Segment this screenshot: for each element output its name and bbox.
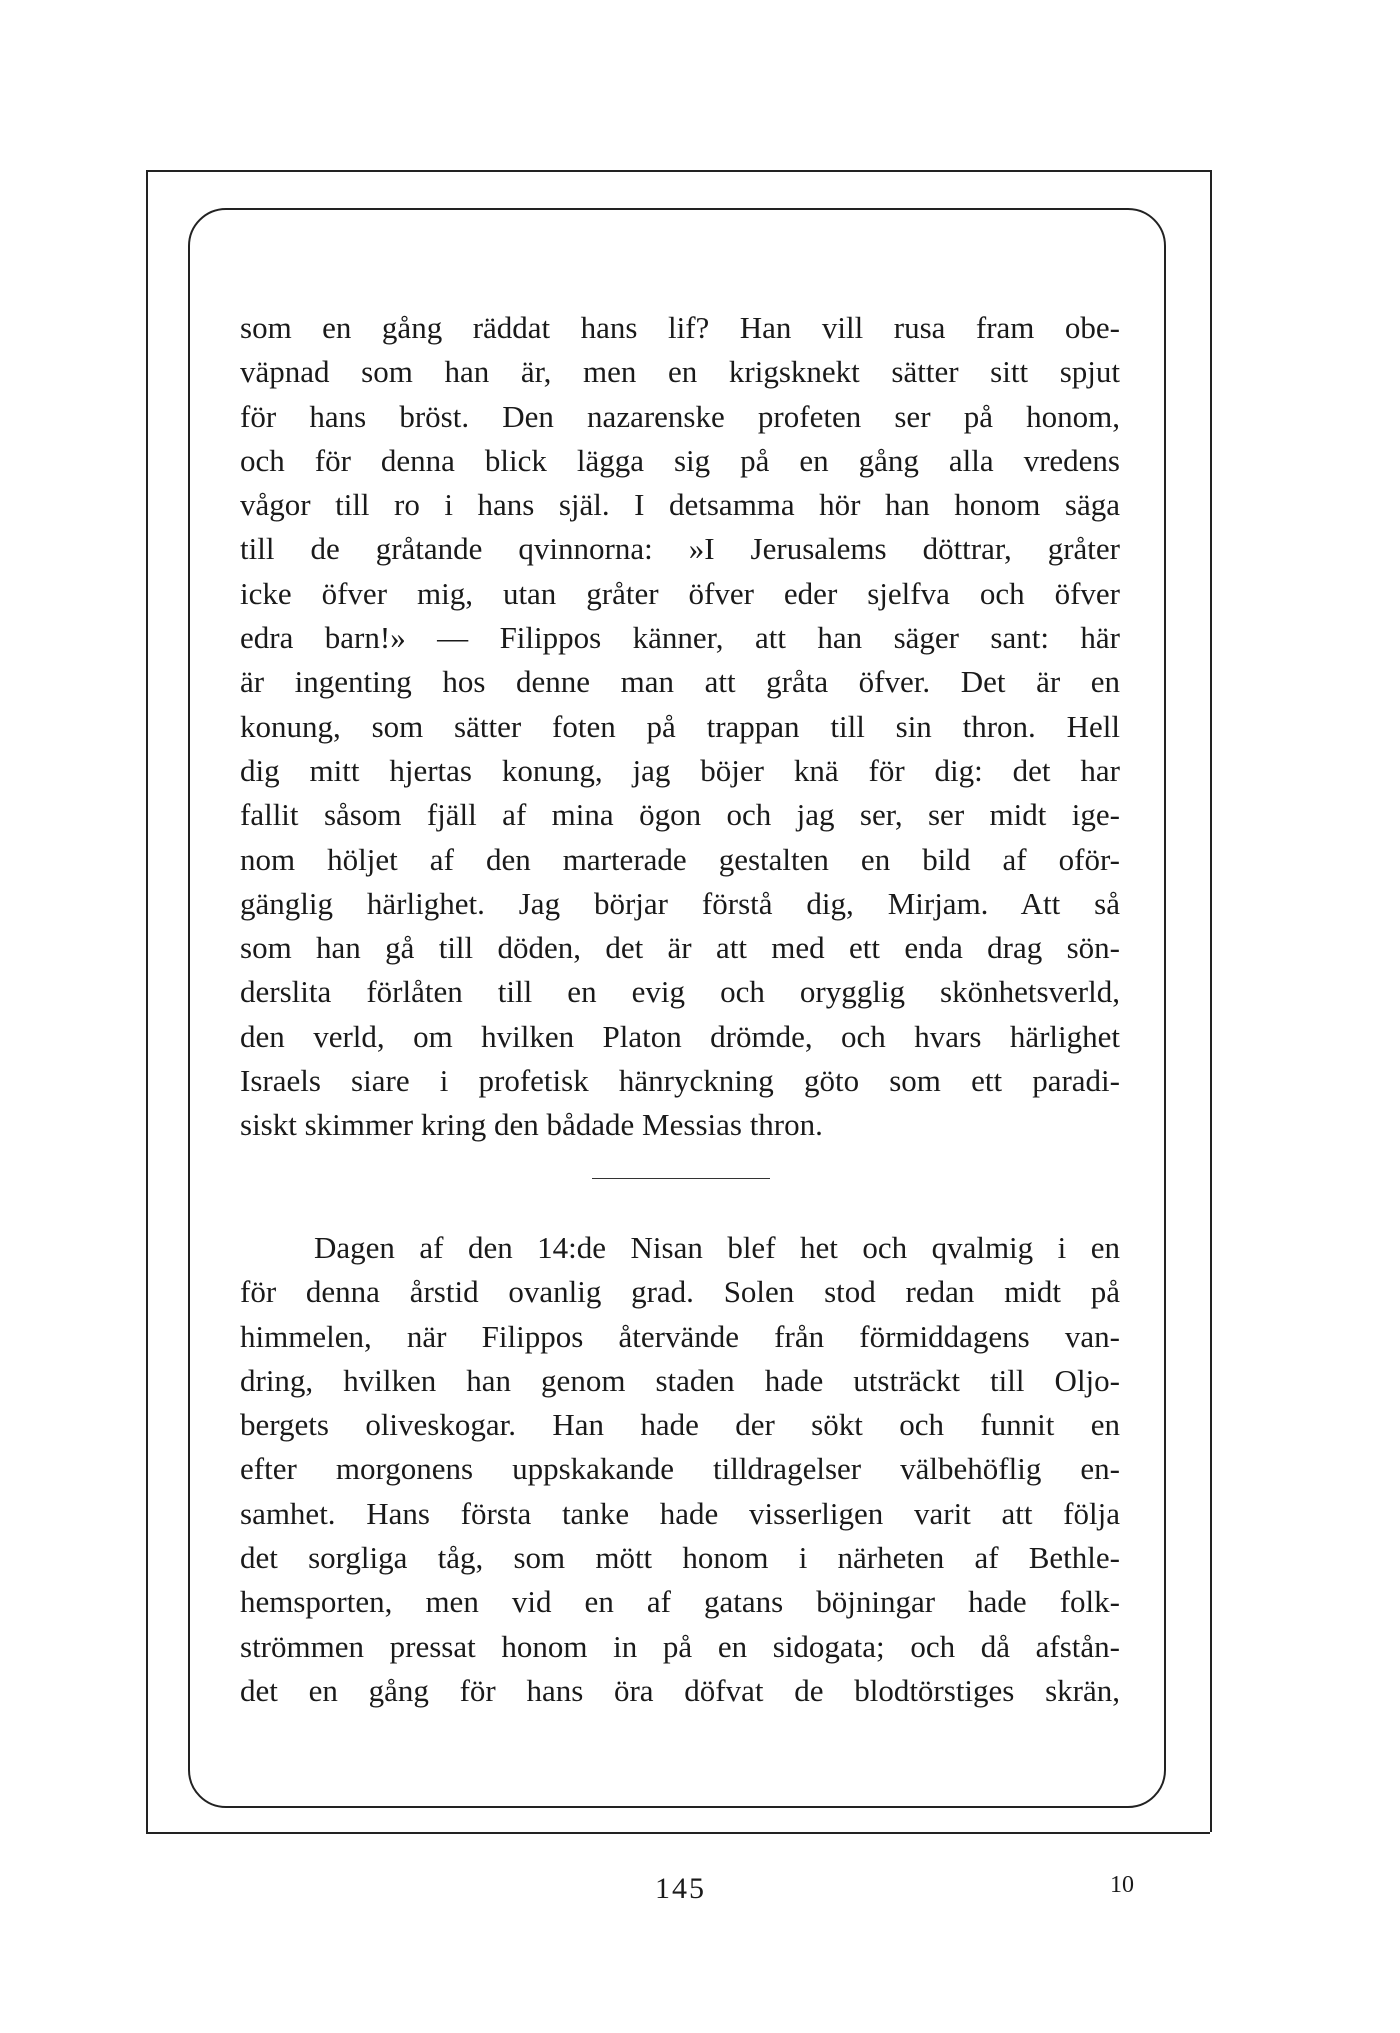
page-number: 145 <box>655 1872 706 1905</box>
text-line: siskt skimmer kring den bådade Messias thron. <box>240 1107 823 1143</box>
text-line: vågor till ro i hans själ. I detsamma hör han honom säga <box>240 487 1120 523</box>
text-line: nom höljet af den marterade gestalten en bild af oför- <box>240 841 1120 877</box>
text-line: som en gång räddat hans lif? Han vill rusa fram obe- <box>240 310 1120 345</box>
text-line: väpnad som han är, men en krigsknekt sätter sitt spjut <box>240 354 1120 390</box>
text-line: derslita förlåten till en evig och orygglig skönhetsverld, <box>240 974 1120 1010</box>
text-line: efter morgonens uppskakande tilldragelser välbehöflig en- <box>240 1451 1120 1487</box>
text-line: Dagen af den 14:de Nisan blef het och qvalmig i en <box>314 1230 1120 1265</box>
text-line: himmelen, när Filippos återvände från förmiddagens van- <box>240 1318 1120 1354</box>
text-line: dig mitt hjertas konung, jag böjer knä för dig: det har <box>240 752 1120 788</box>
text-line: Israels siare i profetisk hänryckning göto som ett paradi- <box>240 1063 1120 1099</box>
text-line: gänglig härlighet. Jag börjar förstå dig, Mirjam. Att så <box>240 885 1120 921</box>
paragraph-1 <box>240 306 1120 1148</box>
paragraph-2 <box>240 1226 1120 1713</box>
text-line: dring, hvilken han genom staden hade utsträckt till Oljo- <box>240 1362 1120 1398</box>
text-line: för hans bröst. Den nazarenske profeten ser på honom, <box>240 398 1120 434</box>
outer-frame-bottom-rule <box>146 1832 1210 1834</box>
text-line: till de gråtande qvinnorna: »I Jerusalems döttrar, gråter <box>240 531 1120 567</box>
text-line: konung, som sätter foten på trappan till sin thron. Hell <box>240 708 1120 744</box>
text-line: samhet. Hans första tanke hade visserligen varit att följa <box>240 1495 1120 1531</box>
text-line: det sorgliga tåg, som mött honom i närheten af Bethle- <box>240 1540 1120 1576</box>
text-line: hemsporten, men vid en af gatans böjningar hade folk- <box>240 1584 1120 1620</box>
text-line: den verld, om hvilken Platon drömde, och hvars härlighet <box>240 1018 1120 1054</box>
text-line: bergets oliveskogar. Han hade der sökt och funnit en <box>240 1407 1120 1443</box>
text-line: för denna årstid ovanlig grad. Solen stod redan midt på <box>240 1274 1120 1310</box>
text-line: strömmen pressat honom in på en sidogata; och då afstån- <box>240 1628 1120 1664</box>
text-line: som han gå till döden, det är att med ett enda drag sön- <box>240 930 1120 966</box>
text-line: och för denna blick lägga sig på en gång alla vredens <box>240 442 1120 478</box>
section-separator-rule <box>592 1178 770 1179</box>
text-line: icke öfver mig, utan gråter öfver eder sjelfva och öfver <box>240 575 1120 611</box>
text-line: edra barn!» — Filippos känner, att han säger sant: här <box>240 620 1120 656</box>
signature-mark: 10 <box>1110 1872 1134 1898</box>
text-line: är ingenting hos denne man att gråta öfver. Det är en <box>240 664 1120 700</box>
text-line: det en gång för hans öra döfvat de blodtörstiges skrän, <box>240 1672 1120 1708</box>
text-line: fallit såsom fjäll af mina ögon och jag ser, ser midt ige- <box>240 797 1120 833</box>
